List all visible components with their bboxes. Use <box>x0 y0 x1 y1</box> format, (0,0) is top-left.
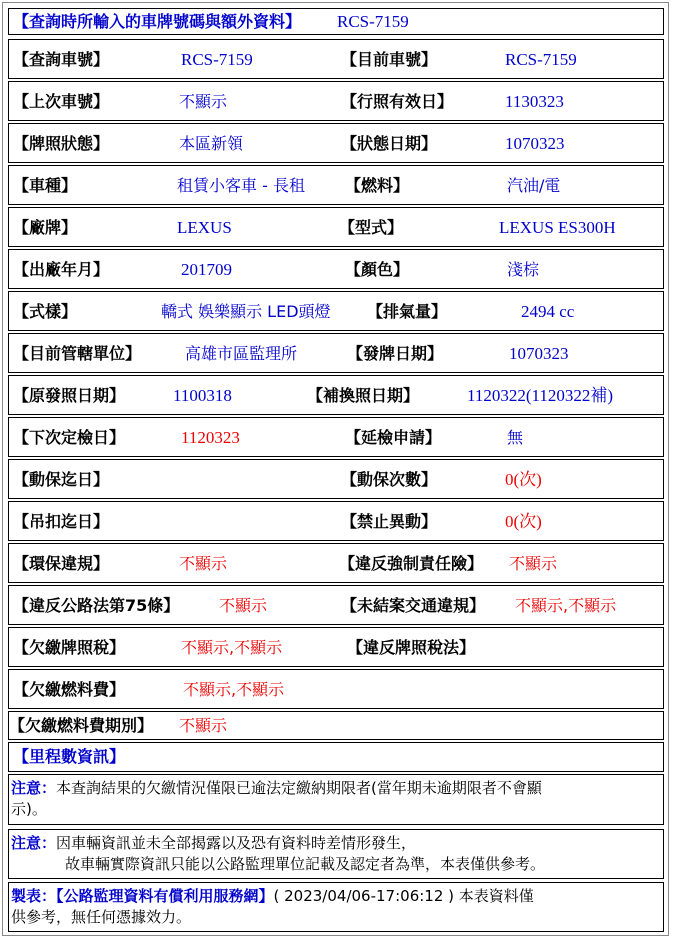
note-source-line1: ( 2023/04/06-17:06:12 ) 本表資料僅 <box>273 887 534 905</box>
previous-plate-value: 不顯示 <box>179 92 228 111</box>
license-expiry-label: 【行照有效日】 <box>341 92 454 111</box>
transfer-ban-label: 【禁止異動】 <box>341 512 438 531</box>
insurance-violation-value: 不顯示 <box>509 554 558 573</box>
brand-value: LEXUS <box>177 218 232 237</box>
highway-act-label: 【違反公路法第75條】 <box>13 596 180 615</box>
note-disclaimer-head: 注意： <box>11 834 57 852</box>
vehicle-type-label: 【車種】 <box>13 176 78 195</box>
query-plate-value: RCS-7159 <box>181 50 253 69</box>
issue-date-value: 1070323 <box>509 344 569 363</box>
original-issue-value: 1100318 <box>173 386 232 405</box>
traffic-violation-label: 【未結案交通違規】 <box>341 596 486 615</box>
fuel-fee-period-label: 【欠繳燃料費期別】 <box>9 716 154 735</box>
fuel-fee-arrears-label: 【欠繳燃料費】 <box>13 680 126 699</box>
plate-status-label: 【牌照狀態】 <box>13 134 110 153</box>
row-next-inspection <box>8 417 664 457</box>
fuel-fee-arrears-value: 不顯示,不顯示 <box>183 680 285 699</box>
row-suspension <box>8 501 664 541</box>
row-license-tax <box>8 627 664 667</box>
row-previous-plate <box>8 81 664 121</box>
license-tax-arrears-value: 不顯示,不顯示 <box>181 638 283 657</box>
traffic-violation-value: 不顯示,不顯示 <box>515 596 617 615</box>
row-original-issue <box>8 375 664 415</box>
body-style-label: 【式樣】 <box>13 302 78 321</box>
note-arrears <box>8 774 664 825</box>
note-source <box>8 882 664 932</box>
row-fuel-fee <box>8 669 664 709</box>
issue-date-label: 【發牌日期】 <box>347 344 444 363</box>
license-tax-violation-label: 【違反牌照稅法】 <box>347 638 476 657</box>
previous-plate-label: 【上次車號】 <box>13 92 110 111</box>
note-source-line2: 供參考，無任何憑據效力。 <box>11 908 192 926</box>
displacement-value: 2494 cc <box>521 302 575 321</box>
row-plate <box>8 39 664 79</box>
note-source-head: 製表：【公路監理資料有償利用服務網】 <box>11 887 274 905</box>
mileage-heading: 【里程數資訊】 <box>13 747 126 766</box>
environmental-violation-label: 【環保違規】 <box>13 554 110 573</box>
chattel-mortgage-count-label: 【動保次數】 <box>341 470 438 489</box>
fuel-value: 汽油/電 <box>507 176 561 195</box>
model-label: 【型式】 <box>339 218 404 237</box>
jurisdiction-label: 【目前管轄單位】 <box>13 344 142 363</box>
brand-label: 【廠牌】 <box>13 218 78 237</box>
license-tax-arrears-label: 【欠繳牌照稅】 <box>13 638 126 657</box>
color-value: 淺棕 <box>507 260 540 279</box>
row-brand <box>8 207 664 247</box>
original-issue-label: 【原發照日期】 <box>13 386 126 405</box>
title-label: 【查詢時所輸入的車牌號碼與額外資料】 <box>13 12 302 31</box>
chattel-mortgage-date-label: 【動保迄日】 <box>13 470 110 489</box>
title-plate: RCS-7159 <box>337 12 409 31</box>
note-disclaimer-line2: 故車輛實際資訊只能以公路監理單位記載及認定者為準，本表僅供參考。 <box>65 855 546 873</box>
color-label: 【顏色】 <box>345 260 410 279</box>
reissue-date-label: 【補換照日期】 <box>307 386 420 405</box>
note-disclaimer <box>8 829 664 879</box>
fuel-label: 【燃料】 <box>345 176 410 195</box>
current-plate-label: 【目前車號】 <box>341 50 438 69</box>
model-value: LEXUS ES300H <box>499 218 616 237</box>
note-disclaimer-line1: 因車輛資訊並未全部揭露以及恐有資料時差情形發生， <box>56 834 417 852</box>
manufacture-date-label: 【出廠年月】 <box>13 260 110 279</box>
transfer-ban-value: 0(次) <box>505 512 542 531</box>
fuel-fee-period-value: 不顯示 <box>179 716 228 735</box>
row-environmental <box>8 543 664 583</box>
vehicle-type-value: 租賃小客車 - 長租 <box>177 176 305 195</box>
body-style-value: 轎式 娛樂顯示 LED頭燈 <box>161 302 331 321</box>
row-jurisdiction <box>8 333 664 373</box>
row-plate-status <box>8 123 664 163</box>
note-arrears-line2: 示)。 <box>11 800 47 818</box>
next-inspection-label: 【下次定檢日】 <box>13 428 126 447</box>
plate-status-value: 本區新領 <box>179 134 244 153</box>
manufacture-date-value: 201709 <box>181 260 232 279</box>
environmental-violation-value: 不顯示 <box>179 554 228 573</box>
row-highway-act <box>8 585 664 625</box>
inspection-extension-value: 無 <box>507 428 524 447</box>
reissue-date-value: 1120322(1120322補) <box>467 386 614 405</box>
chattel-mortgage-count-value: 0(次) <box>505 470 542 489</box>
row-body-style <box>8 291 664 331</box>
next-inspection-value: 1120323 <box>181 428 240 447</box>
row-chattel-mortgage <box>8 459 664 499</box>
row-manufacture-date <box>8 249 664 289</box>
insurance-violation-label: 【違反強制責任險】 <box>339 554 484 573</box>
highway-act-value: 不顯示 <box>219 596 268 615</box>
status-date-label: 【狀態日期】 <box>341 134 438 153</box>
license-expiry-value: 1130323 <box>505 92 564 111</box>
note-arrears-line1: 本查詢結果的欠繳情況僅限已逾法定繳納期限者(當年期未逾期限者不會顯 <box>56 779 542 797</box>
row-vehicle-type <box>8 165 664 205</box>
status-date-value: 1070323 <box>505 134 565 153</box>
jurisdiction-value: 高雄市區監理所 <box>185 344 298 363</box>
current-plate-value: RCS-7159 <box>505 50 577 69</box>
row-fuel-fee-period <box>8 711 664 740</box>
query-plate-label: 【查詢車號】 <box>13 50 110 69</box>
note-arrears-head: 注意： <box>11 779 57 797</box>
mileage-row <box>8 742 664 772</box>
inspection-extension-label: 【延檢申請】 <box>345 428 442 447</box>
displacement-label: 【排氣量】 <box>367 302 448 321</box>
title-row <box>8 8 664 35</box>
suspension-date-label: 【吊扣迄日】 <box>13 512 110 531</box>
